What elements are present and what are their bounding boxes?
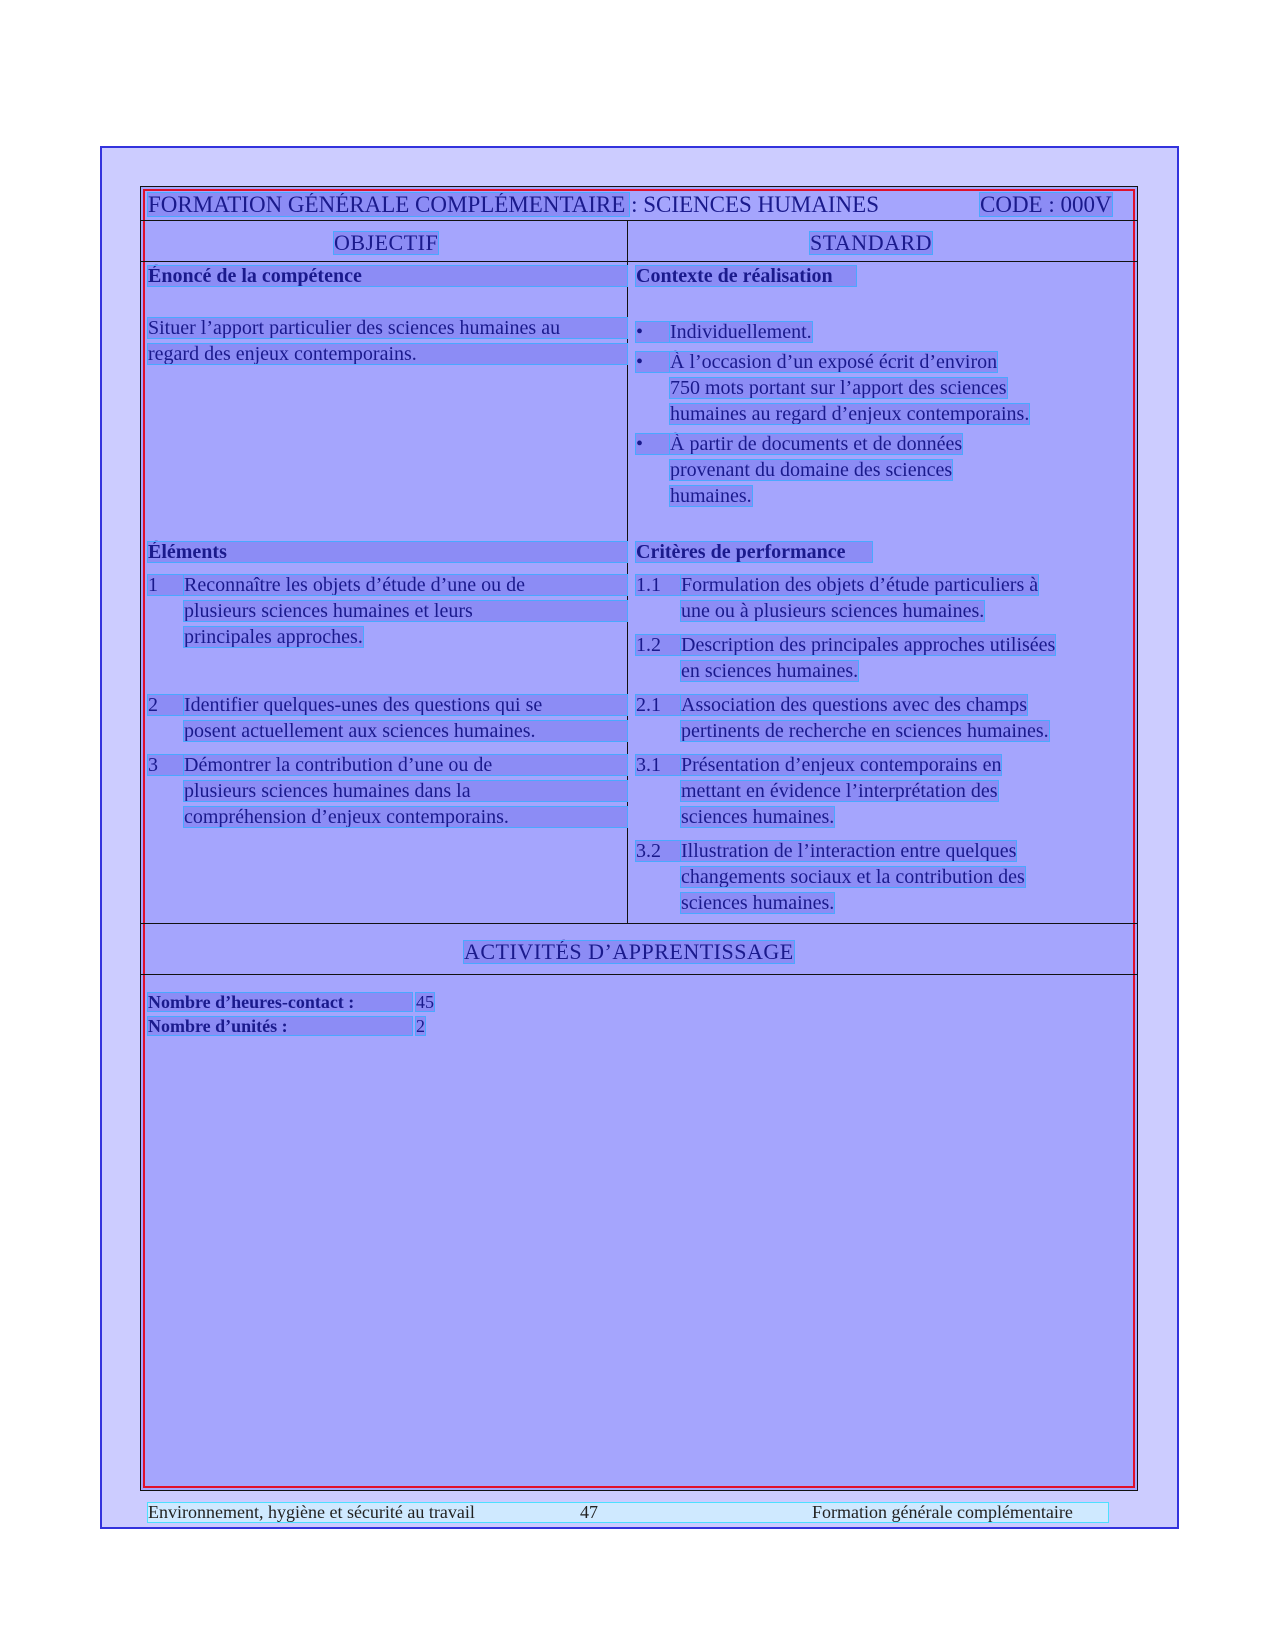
- critere-line: une ou à plusieurs sciences humaines.: [681, 600, 985, 622]
- hours-label: Nombre d’heures-contact :: [148, 993, 412, 1011]
- element-line: Identifier quelques-unes des questions qui se: [184, 695, 627, 715]
- contexte-bullet-line: provenant du domaine des sciences: [670, 459, 953, 481]
- element-line: posent actuellement aux sciences humaines.: [184, 721, 627, 741]
- critere-line: Association des questions avec des champs: [681, 694, 1028, 716]
- critere-line: Présentation d’enjeux contemporains en: [681, 754, 1002, 776]
- units-label: Nombre d’unités :: [148, 1017, 412, 1035]
- critere-line: pertinents de recherche en sciences humaines.: [681, 720, 1049, 742]
- critere-number: 2.1: [636, 695, 680, 715]
- contexte-bullet-line: À l’occasion d’un exposé écrit d’environ: [670, 351, 998, 373]
- contexte-bullet-line: À partir de documents et de données: [670, 433, 963, 455]
- critere-line: mettant en évidence l’interprétation des: [681, 780, 998, 802]
- element-number: 3: [148, 755, 184, 775]
- footer-left: Environnement, hygiène et sécurité au travail: [148, 1502, 475, 1522]
- enonce-line: Situer l’apport particulier des sciences humaines au: [148, 318, 627, 338]
- critere-line: Illustration de l’interaction entre quelques: [681, 840, 1017, 862]
- elements-heading: Éléments: [148, 542, 627, 562]
- contexte-bullet-line: Individuellement.: [670, 321, 812, 343]
- contexte-bullet-line: humaines.: [670, 485, 752, 507]
- contexte-heading: Contexte de réalisation: [636, 266, 856, 286]
- critere-number: 1.1: [636, 575, 680, 595]
- element-line: Reconnaître les objets d’étude d’une ou de: [184, 575, 627, 595]
- rule-body-end: [141, 923, 1137, 924]
- critere-number: 1.2: [636, 635, 680, 655]
- critere-line: sciences humaines.: [681, 892, 835, 914]
- element-line: plusieurs sciences humaines et leurs: [184, 601, 627, 621]
- column-divider: [627, 220, 628, 923]
- header-code: CODE : 000V: [980, 192, 1112, 217]
- rule-column-heads: [141, 261, 1137, 262]
- element-number: 1: [148, 575, 184, 595]
- units-value: 2: [416, 1016, 425, 1036]
- page-number: 47: [580, 1502, 598, 1522]
- rule-header: [141, 220, 1137, 221]
- contexte-bullet-line: humaines au regard d’enjeux contemporains.: [670, 403, 1030, 425]
- critere-line: Formulation des objets d’étude particuliers à: [681, 574, 1039, 596]
- element-line: compréhension d’enjeux contemporains.: [184, 807, 627, 827]
- bullet-icon: •: [636, 322, 672, 342]
- footer-right: Formation générale complémentaire: [812, 1502, 1073, 1522]
- header-title: FORMATION GÉNÉRALE COMPLÉMENTAIRE : SCIENCES HUMAINES: [148, 192, 879, 217]
- critere-number: 3.2: [636, 841, 680, 861]
- element-number: 2: [148, 695, 184, 715]
- column-head-objectif: OBJECTIF: [334, 230, 439, 255]
- criteres-heading: Critères de performance: [636, 542, 872, 562]
- critere-number: 3.1: [636, 755, 680, 775]
- critere-line: Description des principales approches utilisées: [681, 634, 1056, 656]
- contexte-bullet-line: 750 mots portant sur l’apport des sciences: [670, 377, 1007, 399]
- hours-value: 45: [416, 992, 434, 1012]
- element-line: Démontrer la contribution d’une ou de: [184, 755, 627, 775]
- activites-heading: ACTIVITÉS D’APPRENTISSAGE: [464, 939, 794, 964]
- critere-line: en sciences humaines.: [681, 660, 859, 682]
- bullet-icon: •: [636, 434, 672, 454]
- rule-activites: [141, 974, 1137, 975]
- element-line: plusieurs sciences humaines dans la: [184, 781, 627, 801]
- column-head-standard: STANDARD: [810, 230, 933, 255]
- critere-line: sciences humaines.: [681, 806, 835, 828]
- enonce-line: regard des enjeux contemporains.: [148, 344, 627, 364]
- bullet-icon: •: [636, 352, 672, 372]
- element-line: principales approches.: [184, 626, 363, 648]
- enonce-heading: Énoncé de la compétence: [148, 266, 627, 286]
- critere-line: changements sociaux et la contribution des: [681, 866, 1025, 888]
